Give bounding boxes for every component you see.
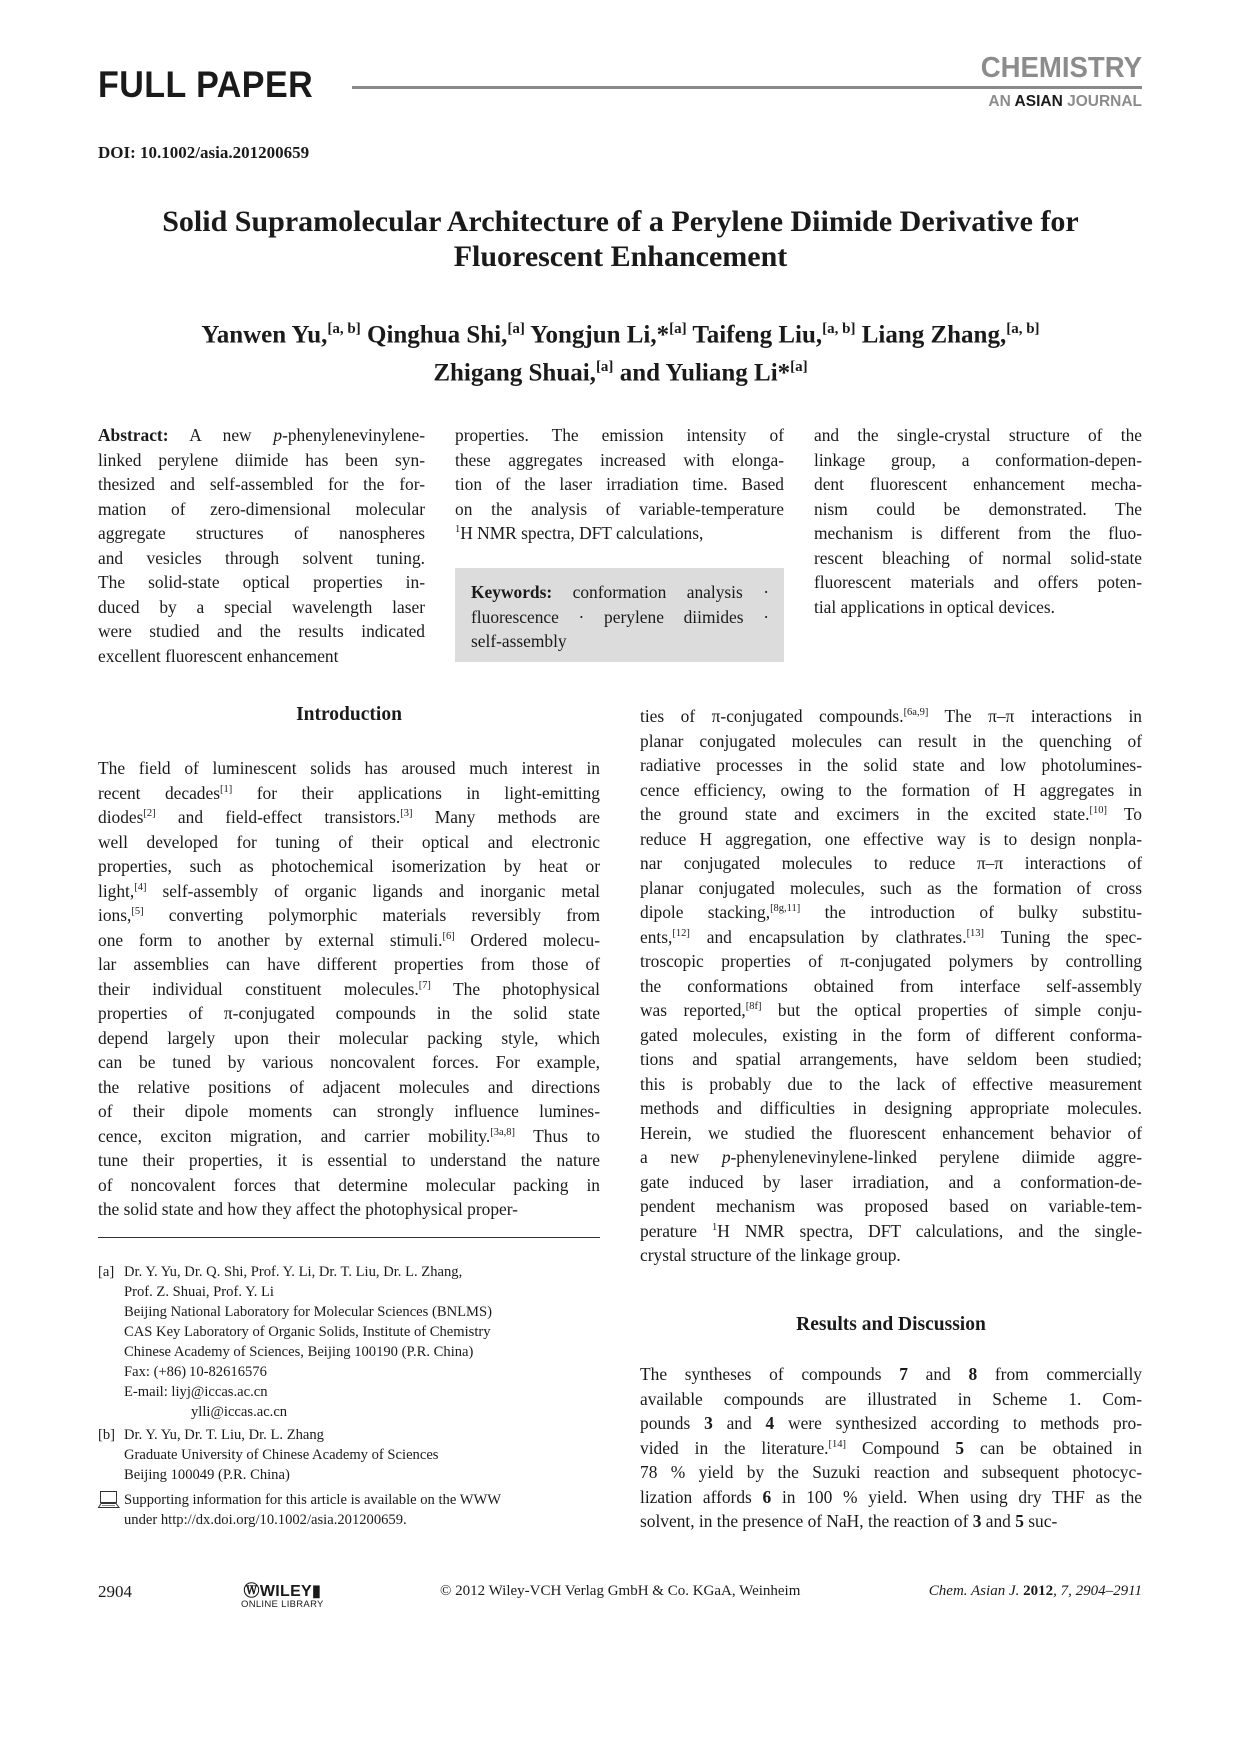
publisher-logo-text: WILEY: [259, 1583, 313, 1600]
text-line: [98, 756, 600, 781]
text-line: [98, 619, 425, 644]
page-number: 2904: [98, 1582, 132, 1601]
text-line: [640, 1436, 1142, 1461]
text-run[interactable]: suc-: [1023, 1511, 1058, 1531]
text-line: [640, 949, 1142, 974]
text-line: [814, 521, 1142, 546]
email-2[interactable]: ylli@iccas.ac.cn: [191, 1404, 288, 1420]
italic-run: p: [273, 425, 283, 445]
text-run[interactable]: solvent, in the presence of NaH, the reaction of: [640, 1511, 973, 1531]
text-run[interactable]: and: [981, 1511, 1016, 1531]
text-run[interactable]: the conformations obtained from interface self-assembly: [640, 975, 1142, 996]
journal-subtitle: [955, 93, 1142, 111]
footnote-rule: [98, 1237, 600, 1238]
text-run[interactable]: and vesicles through solvent tuning.: [98, 547, 425, 568]
text-line: [98, 805, 600, 830]
text-line: [98, 423, 425, 448]
journal-rule: [955, 86, 1142, 89]
text-line: [455, 472, 784, 497]
journal-sub-post: JOURNAL: [1062, 93, 1142, 110]
text-run[interactable]: can be tuned by various noncovalent forces. For example,: [98, 1052, 600, 1072]
text-line: [640, 802, 1142, 827]
text-run[interactable]: and field-effect transistors.: [155, 807, 401, 827]
text-line: [98, 1173, 600, 1198]
text-line: [98, 546, 425, 571]
text-run[interactable]: and encapsulation by clathrates.: [689, 926, 967, 947]
text-line: [814, 595, 1142, 620]
title-line: Fluorescent Enhancement: [453, 240, 788, 273]
text-run[interactable]: diodes: [98, 807, 144, 827]
text-line: [640, 704, 1142, 729]
text-run[interactable]: the introduction of bulky substitu-: [800, 902, 1142, 922]
text-run[interactable]: perature: [640, 1220, 713, 1241]
text-run[interactable]: the relative positions of adjacent molecules and directions: [98, 1076, 600, 1097]
footnote-line: Prof. Z. Shuai, Prof. Y. Li: [124, 1284, 274, 1300]
author-name: Yongjun Li,*: [524, 321, 670, 349]
footnote-line: Supporting information for this article is available on the WWW: [124, 1492, 502, 1508]
footnote-line: Dr. Y. Yu, Dr. Q. Shi, Prof. Y. Li, Dr. T. Liu, Dr. L. Zhang,: [124, 1264, 463, 1280]
text-line: [471, 605, 769, 630]
footnote-line: CAS Key Laboratory of Organic Solids, Institute of Chemistry: [124, 1324, 491, 1340]
reference-superscript[interactable]: [10]: [1089, 805, 1107, 816]
text-run[interactable]: fluorescence · perylene diimides ·: [471, 606, 769, 627]
footnote-line: Beijing National Laboratory for Molecular Sciences (BNLMS): [124, 1304, 492, 1320]
text-run[interactable]: tions and spatial arrangements, have seldom been studied;: [640, 1049, 1142, 1069]
text-run[interactable]: of noncovalent forces that determine molecular packing in: [98, 1174, 600, 1195]
text-run[interactable]: a new: [640, 1147, 722, 1167]
bold-run: Abstract:: [98, 425, 169, 445]
text-run[interactable]: -phenylenevinylene-linked perylene diimide aggre-: [730, 1147, 1142, 1167]
text-line: [98, 448, 425, 473]
bold-run: 7: [899, 1364, 908, 1384]
reference-superscript[interactable]: [1]: [220, 783, 233, 795]
text-run[interactable]: rescent bleaching of normal solid-state: [814, 547, 1142, 568]
author-name: Qinghua Shi,: [360, 321, 508, 349]
author-line: [80, 351, 1161, 389]
journal-sub-mid: ASIAN: [1014, 93, 1063, 110]
text-run[interactable]: A new: [168, 425, 274, 445]
affiliation-marker: [a, b]: [822, 321, 856, 337]
text-run[interactable]: self-assembly of organic ligands and inorganic metal: [146, 880, 600, 901]
footnote-line: E-mail: liyj@iccas.ac.cn: [124, 1384, 268, 1400]
text-run[interactable]: cence efficiency, owing to the formation of H aggregates in: [640, 779, 1142, 800]
text-line: [640, 1460, 1142, 1485]
text-run[interactable]: their individual constituent molecules.: [98, 978, 419, 999]
text-run[interactable]: The photophysical: [430, 978, 600, 999]
text-line: [98, 903, 600, 928]
text-run[interactable]: ties of π-conjugated compounds.: [640, 706, 904, 726]
text-run[interactable]: mechanism is different from the fluo-: [814, 523, 1142, 543]
text-run[interactable]: and the single-crystal structure of the: [814, 425, 1142, 445]
text-run[interactable]: the ground state and excimers in the excited state.: [640, 804, 1090, 824]
text-run[interactable]: recent decades: [98, 782, 220, 803]
italic-run: p: [721, 1147, 731, 1167]
text-run[interactable]: aggregate structures of nanospheres: [98, 523, 425, 543]
text-run[interactable]: were synthesized according to methods pro-: [774, 1413, 1142, 1433]
text-line: [640, 1485, 1142, 1510]
abstract-column-1: [98, 423, 425, 668]
text-line: [471, 580, 769, 605]
footnote-line: under http://dx.doi.org/10.1002/asia.201200659.: [124, 1512, 407, 1528]
journal-sub-pre: AN: [988, 93, 1015, 110]
affiliation-text: [124, 1262, 492, 1402]
footnote-line: Dr. Y. Yu, Dr. T. Liu, Dr. L. Zhang: [124, 1427, 324, 1443]
text-run[interactable]: ents,: [640, 926, 673, 947]
text-run[interactable]: vided in the literature.: [640, 1437, 829, 1458]
text-line: [98, 1124, 600, 1149]
reference-superscript[interactable]: [6a,9]: [903, 707, 929, 718]
text-run[interactable]: in 100 % yield. When using dry THF as the: [771, 1486, 1142, 1507]
text-run[interactable]: thesized and self-assembled for the for-: [98, 474, 425, 494]
text-run[interactable]: but the optical properties of simple conju-: [761, 1000, 1142, 1020]
text-run[interactable]: H NMR spectra, DFT calculations,: [460, 523, 704, 543]
text-line: [455, 497, 784, 522]
reference-superscript[interactable]: [8g,11]: [770, 903, 801, 914]
text-run[interactable]: properties. The emission intensity of: [455, 425, 784, 445]
text-run[interactable]: linked perylene diimide has been syn-: [98, 449, 425, 470]
reference-superscript[interactable]: [12]: [672, 927, 690, 939]
text-line: [640, 1121, 1142, 1146]
text-run[interactable]: pendent mechanism was proposed based on variable-tem-: [640, 1196, 1142, 1216]
affiliation-label: [a]: [98, 1264, 115, 1280]
introduction-right-column: [640, 704, 1142, 1268]
section-heading-introduction: Introduction: [296, 704, 402, 725]
supporting-info-text[interactable]: [124, 1490, 501, 1530]
affiliation-marker: [a, b]: [1006, 321, 1040, 337]
text-run[interactable]: H NMR spectra, DFT calculations, and the single-: [717, 1220, 1142, 1241]
reference-superscript[interactable]: [3a,8]: [490, 1126, 515, 1138]
author-name: Zhigang Shuai,: [433, 359, 596, 387]
wiley-emblem-icon: Ⓦ: [243, 1583, 260, 1600]
reference-superscript[interactable]: 1: [455, 524, 461, 535]
text-line: [640, 1170, 1142, 1195]
text-line: [98, 1026, 600, 1051]
books-icon: ▮: [312, 1583, 322, 1600]
bold-run: 3: [704, 1413, 713, 1433]
section-heading-results: Results and Discussion: [796, 1314, 986, 1335]
text-line: [98, 1148, 600, 1173]
text-line: [640, 1411, 1142, 1436]
text-run[interactable]: the solid state and how they affect the photophysical proper-: [98, 1199, 518, 1219]
text-line: [640, 1362, 1142, 1387]
article-title: [80, 204, 1161, 274]
author-line: [80, 313, 1161, 351]
text-line: [640, 900, 1142, 925]
text-line: [98, 1075, 600, 1100]
text-line: [640, 1072, 1142, 1097]
text-run[interactable]: crystal structure of the linkage group.: [640, 1245, 901, 1265]
text-run[interactable]: from commercially: [977, 1364, 1143, 1384]
text-run[interactable]: Herein, we studied the fluorescent enhancement behavior of: [640, 1122, 1142, 1143]
bold-run: 5: [955, 1437, 965, 1458]
text-line: [98, 1050, 600, 1075]
text-line: [455, 521, 784, 546]
text-run[interactable]: lar assemblies can have different properties from those of: [98, 954, 600, 974]
copyright: © 2012 Wiley-VCH Verlag GmbH & Co. KGaA, Weinheim: [440, 1583, 801, 1599]
text-run[interactable]: for their applications in light-emitting: [232, 782, 600, 803]
text-line: [640, 1194, 1142, 1219]
text-line: [98, 952, 600, 977]
text-line: [98, 977, 600, 1002]
text-line: [640, 1047, 1142, 1072]
reference-superscript[interactable]: [4]: [134, 881, 147, 893]
text-run[interactable]: linkage group, a conformation-depen-: [814, 449, 1142, 470]
text-line: [455, 448, 784, 473]
affiliation-label: [b]: [98, 1427, 116, 1443]
footnote-line: Chinese Academy of Sciences, Beijing 100190 (P.R. China): [124, 1344, 474, 1360]
cite-year: 2012: [1023, 1583, 1054, 1599]
affiliation-marker: [a]: [595, 359, 614, 376]
citation: [929, 1583, 1142, 1600]
text-line: [98, 521, 425, 546]
reference-superscript[interactable]: [14]: [828, 1438, 847, 1450]
footnotes: [98, 1262, 608, 1530]
text-run[interactable]: The solid-state optical properties in-: [98, 572, 425, 592]
text-run[interactable]: cence, exciton migration, and carrier mobility.: [98, 1125, 491, 1146]
text-run[interactable]: The field of luminescent solids has aroused much interest in: [98, 758, 600, 778]
wiley-online-library-logo: [241, 1578, 324, 1610]
text-run[interactable]: troscopic properties of π-conjugated polymers by controlling: [640, 951, 1142, 971]
text-line: [471, 629, 769, 654]
text-run[interactable]: Compound: [846, 1437, 956, 1458]
text-line: [640, 1243, 1142, 1268]
header-rule: [352, 86, 957, 89]
affiliation-marker: [a]: [507, 321, 525, 337]
text-line: [640, 1145, 1142, 1170]
text-run[interactable]: self-assembly: [471, 631, 567, 651]
text-run[interactable]: light,: [98, 880, 135, 901]
bold-run: 3: [972, 1511, 982, 1531]
footnote-line: Fax: (+86) 10-82616576: [124, 1364, 267, 1380]
text-run[interactable]: tune their properties, it is essential to understand the nature: [98, 1150, 600, 1170]
text-run[interactable]: fluorescent materials and offers poten-: [814, 572, 1142, 592]
text-run[interactable]: was reported,: [640, 1000, 746, 1020]
bold-run: 5: [1015, 1511, 1024, 1531]
publisher-sub: ONLINE LIBRARY: [241, 1599, 324, 1610]
text-run[interactable]: To: [1106, 804, 1142, 824]
author-name: Taifeng Liu,: [686, 321, 823, 349]
text-run[interactable]: Ordered molecu-: [454, 929, 600, 950]
author-name: Yanwen Yu,: [201, 321, 328, 349]
text-line: [814, 423, 1142, 448]
text-run[interactable]: well developed for tuning of their optical and electronic: [98, 831, 600, 852]
text-line: [640, 1509, 1142, 1534]
text-line: [98, 854, 600, 879]
doi[interactable]: DOI: 10.1002/asia.201200659: [98, 143, 310, 162]
affiliation-b: [98, 1425, 608, 1485]
text-line: [98, 1197, 600, 1222]
text-run[interactable]: 78 % yield by the Suzuki reaction and subsequent photocyc-: [640, 1462, 1142, 1482]
cite-journal: Chem. Asian J.: [928, 1583, 1024, 1599]
text-run[interactable]: duced by a special wavelength laser: [98, 596, 425, 617]
text-run[interactable]: dent fluorescent enhancement mecha-: [814, 474, 1142, 494]
title-line: Solid Supramolecular Architecture of a Perylene Diimide Derivative for: [162, 205, 1079, 238]
supporting-info: [98, 1490, 608, 1530]
footnote-line: Graduate University of Chinese Academy of Sciences: [124, 1447, 439, 1463]
text-line: [98, 928, 600, 953]
text-run[interactable]: mation of zero-dimensional molecular: [98, 498, 425, 519]
reference-superscript[interactable]: [2]: [143, 808, 156, 819]
text-run[interactable]: conformation analysis ·: [552, 582, 769, 602]
introduction-left-column: [98, 756, 600, 1222]
affiliation-marker: [a]: [669, 321, 687, 337]
text-line: [98, 1001, 600, 1026]
text-run[interactable]: can be obtained in: [964, 1437, 1143, 1458]
text-line: [814, 570, 1142, 595]
text-run[interactable]: planar conjugated molecules, such as the formation of cross: [640, 877, 1142, 898]
text-run[interactable]: gated molecules, existing in the form of different conforma-: [640, 1024, 1142, 1045]
author-name: Liang Zhang,: [855, 321, 1007, 349]
text-run[interactable]: properties, such as photochemical isomerization by heat or: [98, 856, 600, 876]
text-line: [98, 644, 425, 669]
text-line: [640, 1023, 1142, 1048]
text-line: [640, 1387, 1142, 1412]
text-run[interactable]: tial applications in optical devices.: [814, 596, 1055, 617]
text-run[interactable]: on the analysis of variable-temperature: [455, 498, 784, 519]
results-body: [640, 1362, 1142, 1534]
text-run[interactable]: The syntheses of compounds: [640, 1364, 900, 1384]
text-line: [98, 830, 600, 855]
text-line: [640, 729, 1142, 754]
abstract-column-3: [814, 423, 1142, 619]
computer-icon: [98, 1490, 124, 1530]
text-line: [98, 879, 600, 904]
footnote-line: Beijing 100049 (P.R. China): [124, 1467, 290, 1483]
text-line: [640, 974, 1142, 999]
bold-run: 4: [765, 1413, 775, 1433]
text-line: [640, 1096, 1142, 1121]
text-run[interactable]: this is probably due to the lack of effective measurement: [640, 1073, 1142, 1094]
author-name: and Yuliang Li*: [613, 359, 791, 387]
text-run[interactable]: nar conjugated molecules to reduce π–π interactions of: [640, 853, 1142, 873]
text-line: [640, 876, 1142, 901]
keywords: [471, 580, 769, 654]
text-line: [640, 925, 1142, 950]
text-run[interactable]: converting polymorphic materials reversibly from: [143, 905, 600, 925]
text-run[interactable]: and: [907, 1364, 969, 1384]
text-line: [98, 1099, 600, 1124]
text-line: [814, 546, 1142, 571]
text-run[interactable]: Thus to: [515, 1125, 600, 1146]
text-run[interactable]: nism could be demonstrated. The: [814, 498, 1142, 519]
affiliation-a: [98, 1262, 608, 1402]
text-run[interactable]: planar conjugated molecules can result in the quenching of: [640, 730, 1142, 751]
text-run[interactable]: pounds: [640, 1413, 705, 1433]
reference-superscript[interactable]: 1: [712, 1221, 718, 1233]
text-run[interactable]: excellent fluorescent enhancement: [98, 645, 339, 666]
page-footer: [98, 1582, 1142, 1622]
author-list: [80, 313, 1161, 390]
text-run[interactable]: dipole stacking,: [640, 902, 771, 922]
abstract-column-2: [455, 423, 784, 546]
reference-superscript[interactable]: [7]: [418, 979, 431, 991]
text-run[interactable]: these aggregates increased with elonga-: [455, 449, 784, 470]
text-line: [98, 472, 425, 497]
affiliation-marker: [a, b]: [327, 321, 361, 337]
text-run[interactable]: properties of π-conjugated compounds in the solid state: [98, 1003, 600, 1023]
section-label: FULL PAPER: [98, 64, 314, 105]
bold-run: 8: [968, 1364, 978, 1384]
text-run[interactable]: Many methods are: [412, 807, 600, 827]
reference-superscript[interactable]: [13]: [966, 927, 985, 939]
bold-run: 6: [762, 1486, 772, 1507]
text-line: [98, 595, 425, 620]
cite-rest: , 7, 2904–2911: [1053, 1583, 1142, 1599]
bold-run: Keywords:: [471, 582, 553, 602]
affiliation-text: [124, 1425, 438, 1485]
text-run[interactable]: and: [712, 1413, 766, 1433]
text-run[interactable]: gate induced by laser irradiation, and a conformation-de-: [640, 1171, 1142, 1192]
text-run[interactable]: Tuning the spec-: [984, 926, 1143, 947]
text-line: [640, 753, 1142, 778]
text-line: [814, 448, 1142, 473]
text-run[interactable]: one form to another by external stimuli.: [98, 929, 443, 950]
text-run[interactable]: The π–π interactions in: [928, 706, 1142, 726]
text-line: [640, 827, 1142, 852]
reference-superscript[interactable]: [3]: [400, 808, 413, 819]
text-run[interactable]: radiative processes in the solid state and low photolumines-: [640, 755, 1142, 775]
text-run[interactable]: lization affords: [640, 1486, 763, 1507]
text-run[interactable]: ions,: [98, 905, 132, 925]
text-line: [640, 778, 1142, 803]
text-line: [640, 998, 1142, 1023]
affiliation-marker: [a]: [790, 359, 808, 376]
journal-logo: CHEMISTRY: [980, 52, 1142, 84]
text-run[interactable]: depend largely upon their molecular packing style, which: [98, 1027, 600, 1048]
text-run[interactable]: tion of the laser irradiation time. Based: [455, 474, 784, 494]
text-run[interactable]: methods and difficulties in designing appropriate molecules.: [640, 1098, 1142, 1118]
text-line: [814, 472, 1142, 497]
text-line: [814, 497, 1142, 522]
text-line: [98, 570, 425, 595]
text-line: [455, 423, 784, 448]
text-run[interactable]: reduce H aggregation, one effective way is to design nonpla-: [640, 828, 1142, 849]
text-line: [640, 1219, 1142, 1244]
reference-superscript[interactable]: [6]: [442, 930, 455, 942]
text-line: [98, 781, 600, 806]
text-run[interactable]: were studied and the results indicated: [98, 621, 425, 641]
reference-superscript[interactable]: [8f]: [745, 1001, 762, 1012]
text-line: [98, 497, 425, 522]
text-run[interactable]: of their dipole moments can strongly influence lumines-: [98, 1101, 600, 1121]
text-line: [640, 851, 1142, 876]
text-run[interactable]: -phenylenevinylene-: [282, 425, 425, 445]
reference-superscript[interactable]: [5]: [131, 906, 144, 917]
text-run[interactable]: available compounds are illustrated in Scheme 1. Com-: [640, 1388, 1142, 1409]
